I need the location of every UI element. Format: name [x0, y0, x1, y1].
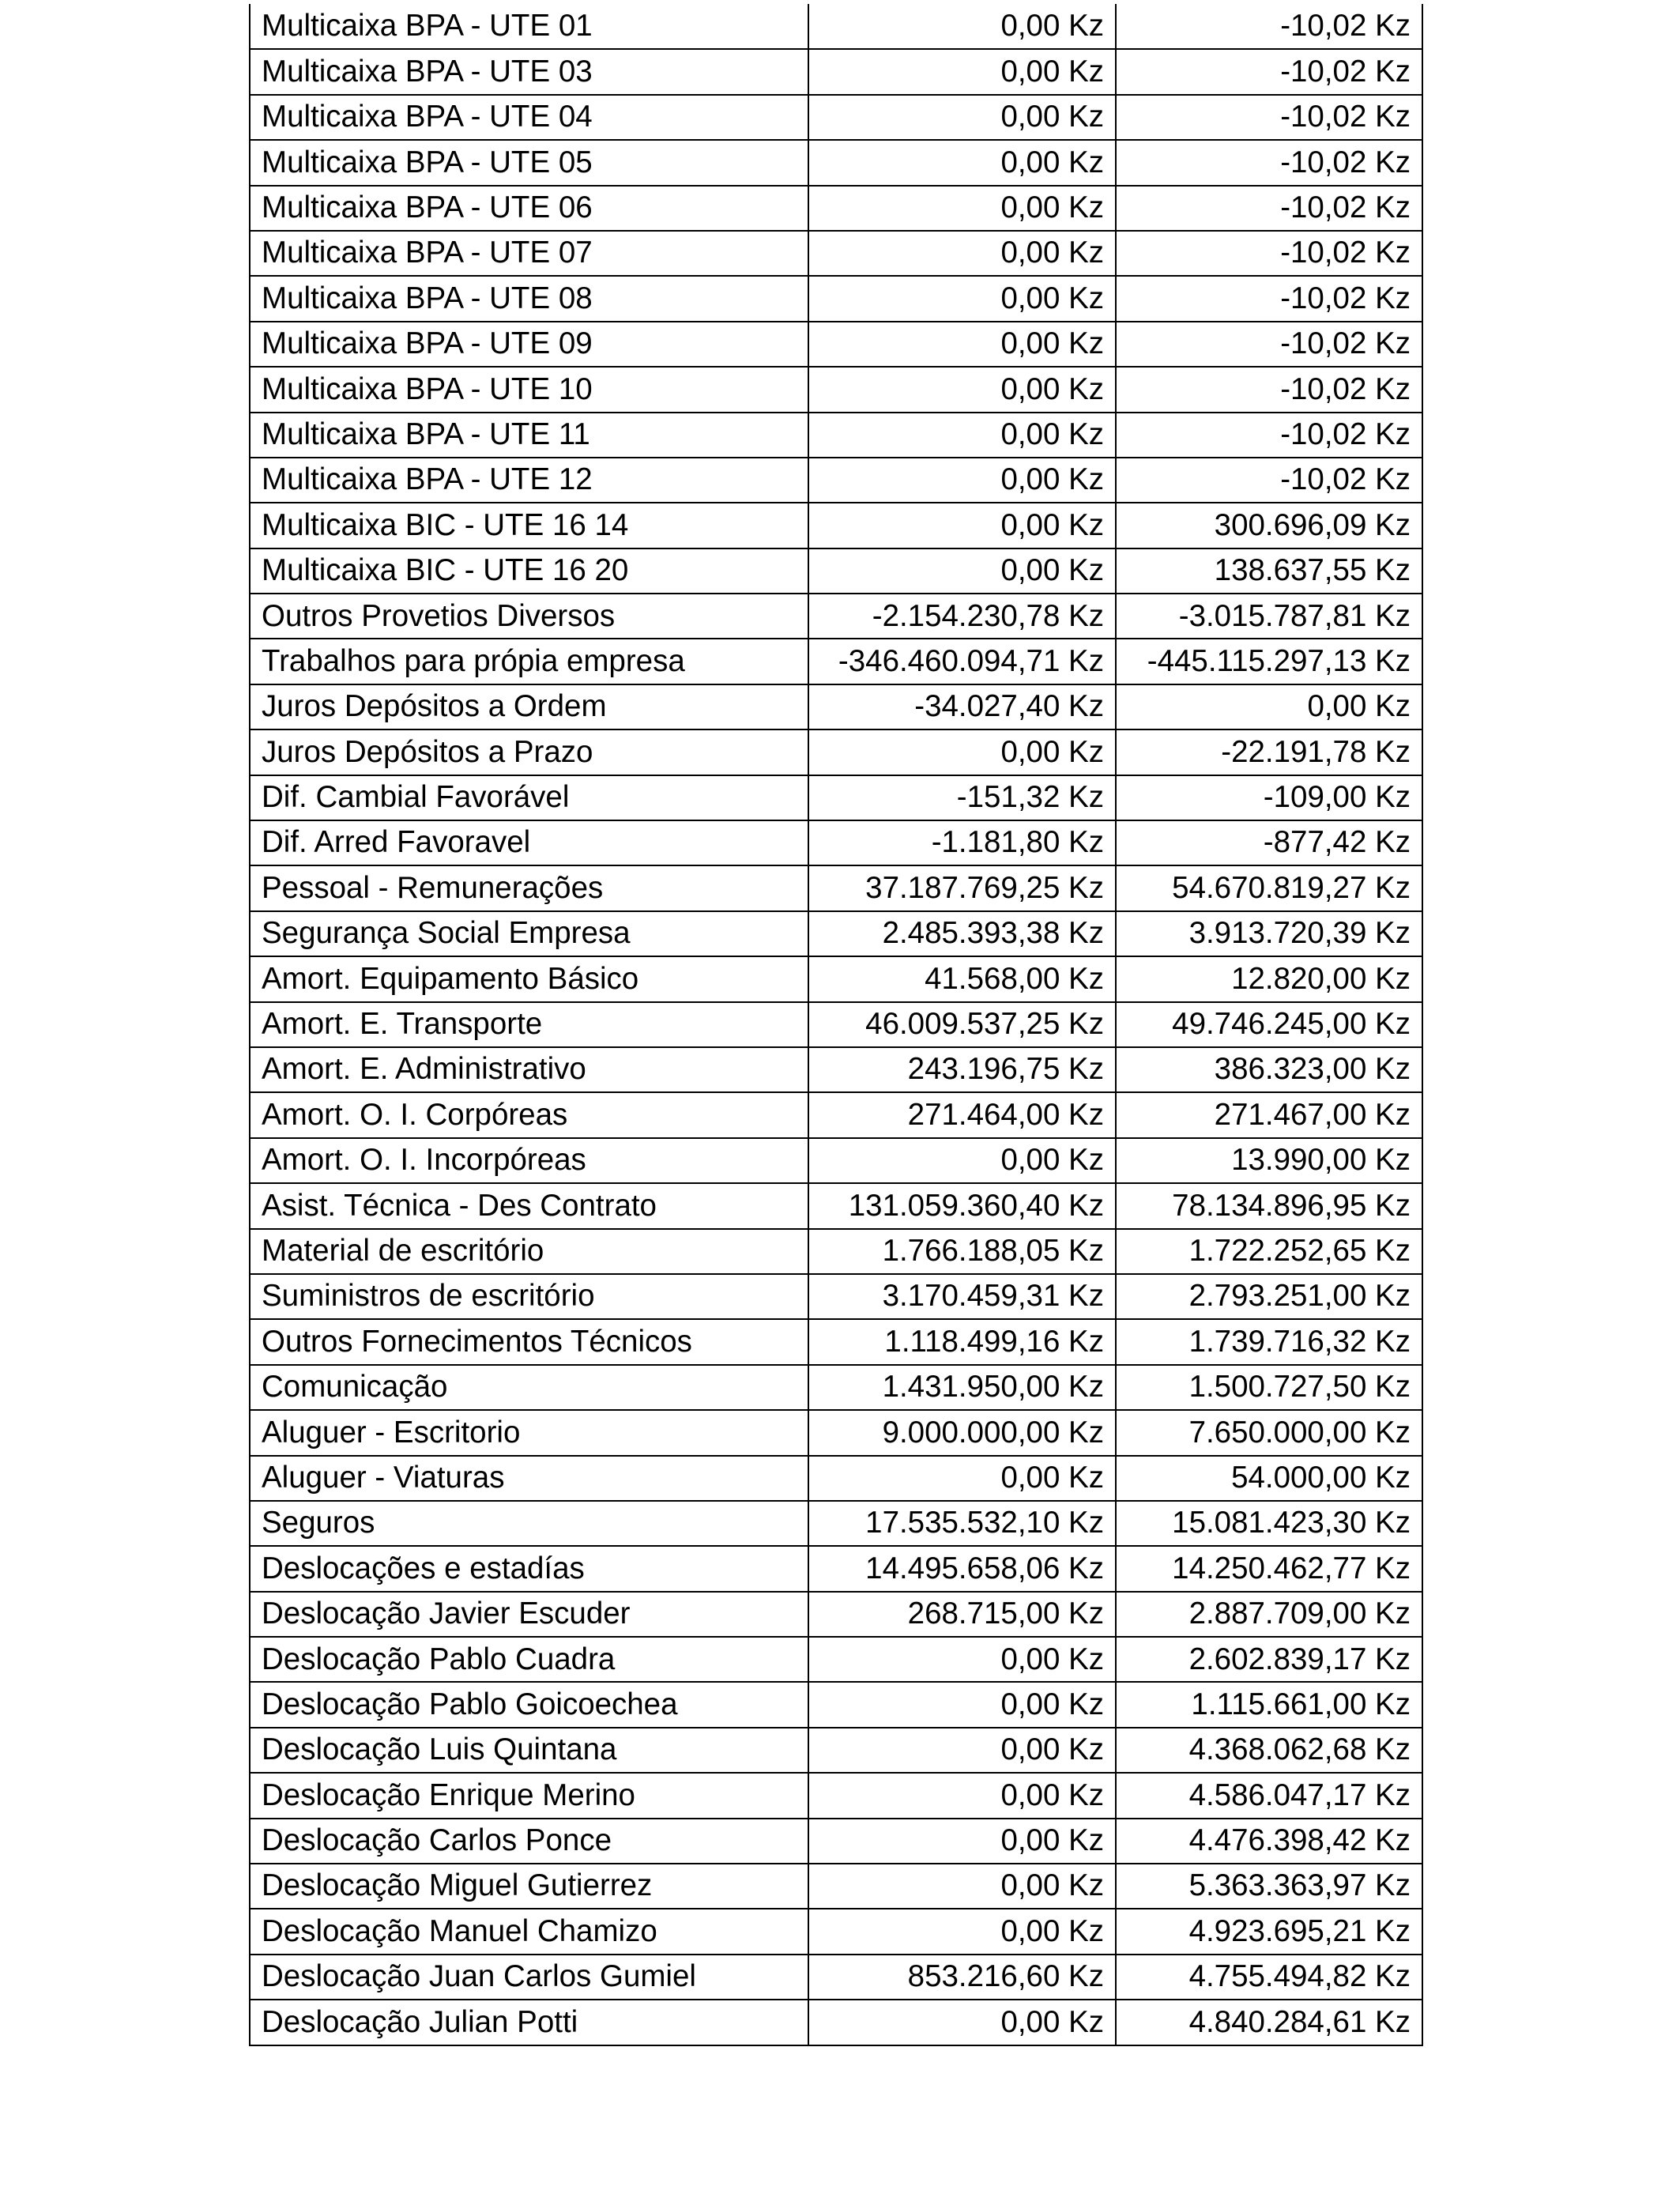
- account-name-cell: Multicaixa BPA - UTE 11: [250, 413, 808, 458]
- table-row: [250, 911, 1422, 956]
- table-row: [250, 2000, 1422, 2045]
- value-cell-col2: -10,02 Kz: [1116, 95, 1422, 140]
- value-cell-col1: 0,00 Kz: [808, 367, 1116, 412]
- table-row: [250, 1138, 1422, 1183]
- value-cell-col1: 0,00 Kz: [808, 4, 1116, 49]
- value-cell-col2: 14.250.462,77 Kz: [1116, 1546, 1422, 1591]
- table-row: [250, 503, 1422, 548]
- value-cell-col2: 4.368.062,68 Kz: [1116, 1728, 1422, 1773]
- value-cell-col2: 2.887.709,00 Kz: [1116, 1592, 1422, 1637]
- value-cell-col1: 2.485.393,38 Kz: [808, 911, 1116, 956]
- account-name-cell: Multicaixa BPA - UTE 06: [250, 186, 808, 231]
- account-name-cell: Multicaixa BPA - UTE 04: [250, 95, 808, 140]
- account-name-cell: Amort. E. Administrativo: [250, 1047, 808, 1092]
- account-name-cell: Amort. Equipamento Básico: [250, 956, 808, 1001]
- value-cell-col2: 0,00 Kz: [1116, 684, 1422, 729]
- value-cell-col2: 13.990,00 Kz: [1116, 1138, 1422, 1183]
- value-cell-col1: 268.715,00 Kz: [808, 1592, 1116, 1637]
- table-row: [250, 865, 1422, 910]
- value-cell-col2: 4.476.398,42 Kz: [1116, 1819, 1422, 1864]
- value-cell-col1: 41.568,00 Kz: [808, 956, 1116, 1001]
- value-cell-col2: -877,42 Kz: [1116, 820, 1422, 865]
- table-row: [250, 413, 1422, 458]
- value-cell-col2: -445.115.297,13 Kz: [1116, 639, 1422, 684]
- table-row: [250, 1456, 1422, 1501]
- account-name-cell: Amort. O. I. Incorpóreas: [250, 1138, 808, 1183]
- value-cell-col2: 138.637,55 Kz: [1116, 548, 1422, 594]
- value-cell-col2: -10,02 Kz: [1116, 140, 1422, 185]
- value-cell-col1: 0,00 Kz: [808, 49, 1116, 94]
- table-row: [250, 4, 1422, 49]
- value-cell-col1: 0,00 Kz: [808, 1456, 1116, 1501]
- table-row: [250, 1546, 1422, 1591]
- table-row: [250, 367, 1422, 412]
- value-cell-col1: 46.009.537,25 Kz: [808, 1002, 1116, 1047]
- value-cell-col1: 0,00 Kz: [808, 1728, 1116, 1773]
- value-cell-col2: 15.081.423,30 Kz: [1116, 1501, 1422, 1546]
- account-name-cell: Amort. E. Transporte: [250, 1002, 808, 1047]
- table-row: [250, 140, 1422, 185]
- table-row: [250, 729, 1422, 775]
- value-cell-col1: 0,00 Kz: [808, 276, 1116, 321]
- account-name-cell: Asist. Técnica - Des Contrato: [250, 1183, 808, 1228]
- accounts-table-body: [250, 4, 1422, 2045]
- value-cell-col2: -22.191,78 Kz: [1116, 729, 1422, 775]
- value-cell-col1: -151,32 Kz: [808, 775, 1116, 820]
- account-name-cell: Multicaixa BIC - UTE 16 20: [250, 548, 808, 594]
- table-row: [250, 458, 1422, 503]
- value-cell-col1: 0,00 Kz: [808, 729, 1116, 775]
- value-cell-col1: 0,00 Kz: [808, 1773, 1116, 1818]
- account-name-cell: Deslocação Manuel Chamizo: [250, 1909, 808, 1954]
- value-cell-col2: -10,02 Kz: [1116, 413, 1422, 458]
- value-cell-col2: 12.820,00 Kz: [1116, 956, 1422, 1001]
- account-name-cell: Deslocação Julian Potti: [250, 2000, 808, 2045]
- value-cell-col1: 1.118.499,16 Kz: [808, 1319, 1116, 1364]
- table-row: [250, 1864, 1422, 1909]
- value-cell-col2: -10,02 Kz: [1116, 458, 1422, 503]
- table-row: [250, 1819, 1422, 1864]
- value-cell-col1: 0,00 Kz: [808, 140, 1116, 185]
- account-name-cell: Comunicação: [250, 1365, 808, 1410]
- value-cell-col2: -3.015.787,81 Kz: [1116, 594, 1422, 639]
- value-cell-col2: 5.363.363,97 Kz: [1116, 1864, 1422, 1909]
- table-row: [250, 1229, 1422, 1274]
- value-cell-col2: 4.586.047,17 Kz: [1116, 1773, 1422, 1818]
- value-cell-col2: -10,02 Kz: [1116, 4, 1422, 49]
- value-cell-col1: -34.027,40 Kz: [808, 684, 1116, 729]
- table-row: [250, 276, 1422, 321]
- account-name-cell: Seguros: [250, 1501, 808, 1546]
- value-cell-col2: 2.602.839,17 Kz: [1116, 1637, 1422, 1682]
- value-cell-col1: -1.181,80 Kz: [808, 820, 1116, 865]
- value-cell-col2: 78.134.896,95 Kz: [1116, 1183, 1422, 1228]
- account-name-cell: Multicaixa BPA - UTE 10: [250, 367, 808, 412]
- value-cell-col1: 243.196,75 Kz: [808, 1047, 1116, 1092]
- value-cell-col1: 0,00 Kz: [808, 548, 1116, 594]
- value-cell-col1: -2.154.230,78 Kz: [808, 594, 1116, 639]
- account-name-cell: Outros Provetios Diversos: [250, 594, 808, 639]
- table-row: [250, 594, 1422, 639]
- value-cell-col2: 7.650.000,00 Kz: [1116, 1410, 1422, 1455]
- value-cell-col2: -10,02 Kz: [1116, 49, 1422, 94]
- value-cell-col1: 0,00 Kz: [808, 1819, 1116, 1864]
- value-cell-col1: 17.535.532,10 Kz: [808, 1501, 1116, 1546]
- table-row: [250, 820, 1422, 865]
- value-cell-col1: 0,00 Kz: [808, 322, 1116, 367]
- value-cell-col2: -10,02 Kz: [1116, 322, 1422, 367]
- value-cell-col2: -10,02 Kz: [1116, 367, 1422, 412]
- value-cell-col2: 1.739.716,32 Kz: [1116, 1319, 1422, 1364]
- table-row: [250, 95, 1422, 140]
- value-cell-col2: 1.722.252,65 Kz: [1116, 1229, 1422, 1274]
- value-cell-col1: 9.000.000,00 Kz: [808, 1410, 1116, 1455]
- table-row: [250, 684, 1422, 729]
- account-name-cell: Multicaixa BPA - UTE 09: [250, 322, 808, 367]
- accounts-table: [249, 4, 1423, 2046]
- value-cell-col1: 37.187.769,25 Kz: [808, 865, 1116, 910]
- value-cell-col2: 300.696,09 Kz: [1116, 503, 1422, 548]
- value-cell-col2: -10,02 Kz: [1116, 231, 1422, 276]
- account-name-cell: Segurança Social Empresa: [250, 911, 808, 956]
- value-cell-col2: -109,00 Kz: [1116, 775, 1422, 820]
- account-name-cell: Deslocação Enrique Merino: [250, 1773, 808, 1818]
- table-row: [250, 1183, 1422, 1228]
- table-row: [250, 639, 1422, 684]
- value-cell-col2: 54.000,00 Kz: [1116, 1456, 1422, 1501]
- account-name-cell: Deslocações e estadías: [250, 1546, 808, 1591]
- account-name-cell: Multicaixa BPA - UTE 05: [250, 140, 808, 185]
- table-row: [250, 1637, 1422, 1682]
- value-cell-col1: 271.464,00 Kz: [808, 1092, 1116, 1137]
- table-row: [250, 49, 1422, 94]
- value-cell-col1: 1.431.950,00 Kz: [808, 1365, 1116, 1410]
- account-name-cell: Multicaixa BPA - UTE 07: [250, 231, 808, 276]
- table-row: [250, 956, 1422, 1001]
- value-cell-col1: 0,00 Kz: [808, 503, 1116, 548]
- account-name-cell: Deslocação Luis Quintana: [250, 1728, 808, 1773]
- account-name-cell: Amort. O. I. Corpóreas: [250, 1092, 808, 1137]
- account-name-cell: Dif. Cambial Favorável: [250, 775, 808, 820]
- account-name-cell: Multicaixa BPA - UTE 01: [262, 8, 593, 43]
- value-cell-col1: 1.766.188,05 Kz: [808, 1229, 1116, 1274]
- value-cell-col1: 0,00 Kz: [808, 186, 1116, 231]
- value-cell-col1: 131.059.360,40 Kz: [808, 1183, 1116, 1228]
- account-name-cell: Multicaixa BIC - UTE 16 14: [250, 503, 808, 548]
- account-name-cell: Deslocação Pablo Cuadra: [250, 1637, 808, 1682]
- value-cell-col1: 3.170.459,31 Kz: [808, 1274, 1116, 1319]
- table-row: [250, 1047, 1422, 1092]
- table-row: [250, 1773, 1422, 1818]
- table-row: [250, 186, 1422, 231]
- table-row: [250, 775, 1422, 820]
- account-name-cell: Juros Depósitos a Prazo: [250, 729, 808, 775]
- account-name-cell: Material de escritório: [250, 1229, 808, 1274]
- value-cell-col2: 4.755.494,82 Kz: [1116, 1955, 1422, 2000]
- value-cell-col1: 14.495.658,06 Kz: [808, 1546, 1116, 1591]
- value-cell-col1: 0,00 Kz: [808, 231, 1116, 276]
- value-cell-col1: 0,00 Kz: [808, 1138, 1116, 1183]
- account-name-cell: Deslocação Miguel Gutierrez: [250, 1864, 808, 1909]
- value-cell-col1: 0,00 Kz: [808, 95, 1116, 140]
- value-cell-col2: 386.323,00 Kz: [1116, 1047, 1422, 1092]
- value-cell-col1: 0,00 Kz: [808, 1637, 1116, 1682]
- account-name-cell: Pessoal - Remunerações: [250, 865, 808, 910]
- table-row: [250, 1728, 1422, 1773]
- table-row: [250, 1955, 1422, 2000]
- table-row: [250, 548, 1422, 594]
- account-name-cell: Deslocação Juan Carlos Gumiel: [250, 1955, 808, 2000]
- value-cell-col2: -10,02 Kz: [1116, 276, 1422, 321]
- table-row: [250, 1501, 1422, 1546]
- account-name-cell: Deslocação Javier Escuder: [250, 1592, 808, 1637]
- account-name-cell: Aluguer - Viaturas: [250, 1456, 808, 1501]
- table-row: [250, 1410, 1422, 1455]
- value-cell-col1: 0,00 Kz: [808, 2000, 1116, 2045]
- value-cell-col1: -346.460.094,71 Kz: [808, 639, 1116, 684]
- value-cell-col2: 54.670.819,27 Kz: [1116, 865, 1422, 910]
- value-cell-col2: 2.793.251,00 Kz: [1116, 1274, 1422, 1319]
- table-row: [250, 1092, 1422, 1137]
- table-row: [250, 1274, 1422, 1319]
- account-name-cell: Deslocação Pablo Goicoechea: [250, 1682, 808, 1727]
- value-cell-col2: 4.923.695,21 Kz: [1116, 1909, 1422, 1954]
- account-name-cell: Dif. Arred Favoravel: [250, 820, 808, 865]
- value-cell-col2: 1.115.661,00 Kz: [1116, 1682, 1422, 1727]
- value-cell-col2: -10,02 Kz: [1116, 186, 1422, 231]
- table-row: [250, 322, 1422, 367]
- account-name-cell: Suministros de escritório: [250, 1274, 808, 1319]
- value-cell-col1: 0,00 Kz: [808, 1909, 1116, 1954]
- table-row: [250, 1592, 1422, 1637]
- value-cell-col1: 0,00 Kz: [808, 1682, 1116, 1727]
- table-row: [250, 1002, 1422, 1047]
- account-name-cell: Deslocação Carlos Ponce: [250, 1819, 808, 1864]
- account-name-cell: Trabalhos para própia empresa: [250, 639, 808, 684]
- value-cell-col2: 1.500.727,50 Kz: [1116, 1365, 1422, 1410]
- table-row: [250, 1682, 1422, 1727]
- account-name-cell: Multicaixa BPA - UTE 08: [250, 276, 808, 321]
- value-cell-col2: 49.746.245,00 Kz: [1116, 1002, 1422, 1047]
- value-cell-col2: 3.913.720,39 Kz: [1116, 911, 1422, 956]
- value-cell-col2: 271.467,00 Kz: [1116, 1092, 1422, 1137]
- value-cell-col1: 0,00 Kz: [808, 1864, 1116, 1909]
- value-cell-col1: 853.216,60 Kz: [808, 1955, 1116, 2000]
- account-name-cell: Multicaixa BPA - UTE 12: [250, 458, 808, 503]
- table-row: [250, 1909, 1422, 1954]
- account-name-cell: Outros Fornecimentos Técnicos: [250, 1319, 808, 1364]
- value-cell-col1: 0,00 Kz: [808, 458, 1116, 503]
- table-row: [250, 1319, 1422, 1364]
- value-cell-col1: 0,00 Kz: [808, 413, 1116, 458]
- table-row: [250, 231, 1422, 276]
- account-name-cell: Multicaixa BPA - UTE 03: [250, 49, 808, 94]
- account-name-cell: Juros Depósitos a Ordem: [250, 684, 808, 729]
- table-row: [250, 1365, 1422, 1410]
- value-cell-col2: 4.840.284,61 Kz: [1116, 2000, 1422, 2045]
- account-name-cell: Aluguer - Escritorio: [250, 1410, 808, 1455]
